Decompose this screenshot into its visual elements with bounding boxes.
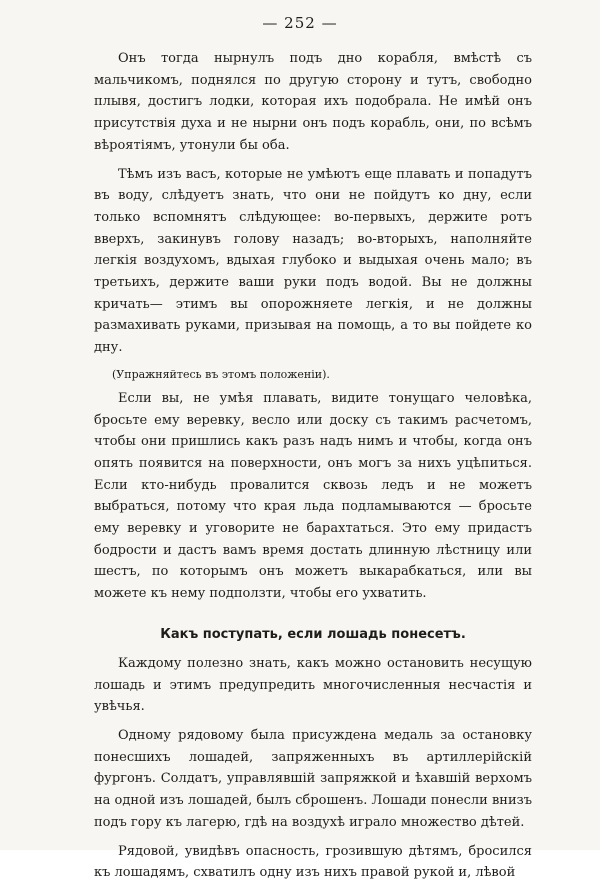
- paragraph-private-action: Рядовой, увидѣвъ опасность, грозившую дѣтямъ, бросился къ лошадямъ, схватилъ одну изъ нихъ правой рукой и, лѣвой: [94, 843, 532, 881]
- section-heading: Какъ поступать, если лошадь понесетъ.: [160, 626, 466, 642]
- paragraph-soldier-story: Одному рядовому была присуждена медаль за остановку понесшихъ лошадей, запряженныхъ въ артиллерійскій фургонъ. Солдатъ, управлявшій запряжкой и ѣхавшій верхомъ на одной изъ лошадей, былъ сброшенъ. Лошади понесли внизъ подъ гору къ лагерю, гдѣ на воздухѣ играло множество дѣтей.: [94, 727, 532, 830]
- paragraph-rescue-advice: Если вы, не умѣя плавать, видите тонущаго человѣка, бросьте ему веревку, весло или доску съ такимъ расчетомъ, чтобы они пришлись какъ разъ надъ нимъ и чтобы, когда онъ опять появится на поверхности, онъ могъ за нихъ уцѣпиться. Если кто-нибудь провалится сквозь ледъ и не можетъ выбраться, потому что края льда подламываются — бросьте ему веревку и уговорите не барахтаться. Это ему придастъ бодрости и дастъ вамъ время достать длинную лѣстницу или шестъ, по которымъ онъ можетъ выкарабкаться, или вы можете къ нему подползти, чтобы его ухватить.: [94, 390, 532, 602]
- page-body: [94, 48, 532, 891]
- paragraph-horse-intro: Каждому полезно знать, какъ можно остановить несущую лошадь и этимъ предупредить многочисленныя несчастія и увѣчья.: [94, 655, 532, 715]
- page-number: — 252 —: [262, 14, 338, 32]
- paragraph-diving: Онъ тогда нырнулъ подъ дно корабля, вмѣстѣ съ мальчикомъ, поднялся по другую сторону и тутъ, свободно плывя, достигъ лодки, которая ихъ подобрала. Не имѣй онъ присутствія духа и не нырни онъ подъ корабль, они, по всѣмъ вѣроятіямъ, утонули бы оба.: [94, 51, 532, 153]
- paragraph-floating-advice: Тѣмъ изъ васъ, которые не умѣютъ еще плавать и попадутъ въ воду, слѣдуетъ знать, что они не пойдутъ ко дну, если только вспомнятъ слѣдующее: во-первыхъ, держите ротъ вверхъ, закинувъ голову назадъ; во-вторыхъ, наполняйте легкія воздухомъ, вдыхая глубоко и выдыхая очень мало; въ третьихъ, держите ваши руки подъ водой. Вы не должны кричать— этимъ вы опорожняете легкія, и не должны размахивать руками, призывая на помощь, а то вы пойдете ко дну.: [94, 166, 532, 356]
- exercise-note: (Упражняйтесь въ этомъ положеніи).: [112, 367, 330, 381]
